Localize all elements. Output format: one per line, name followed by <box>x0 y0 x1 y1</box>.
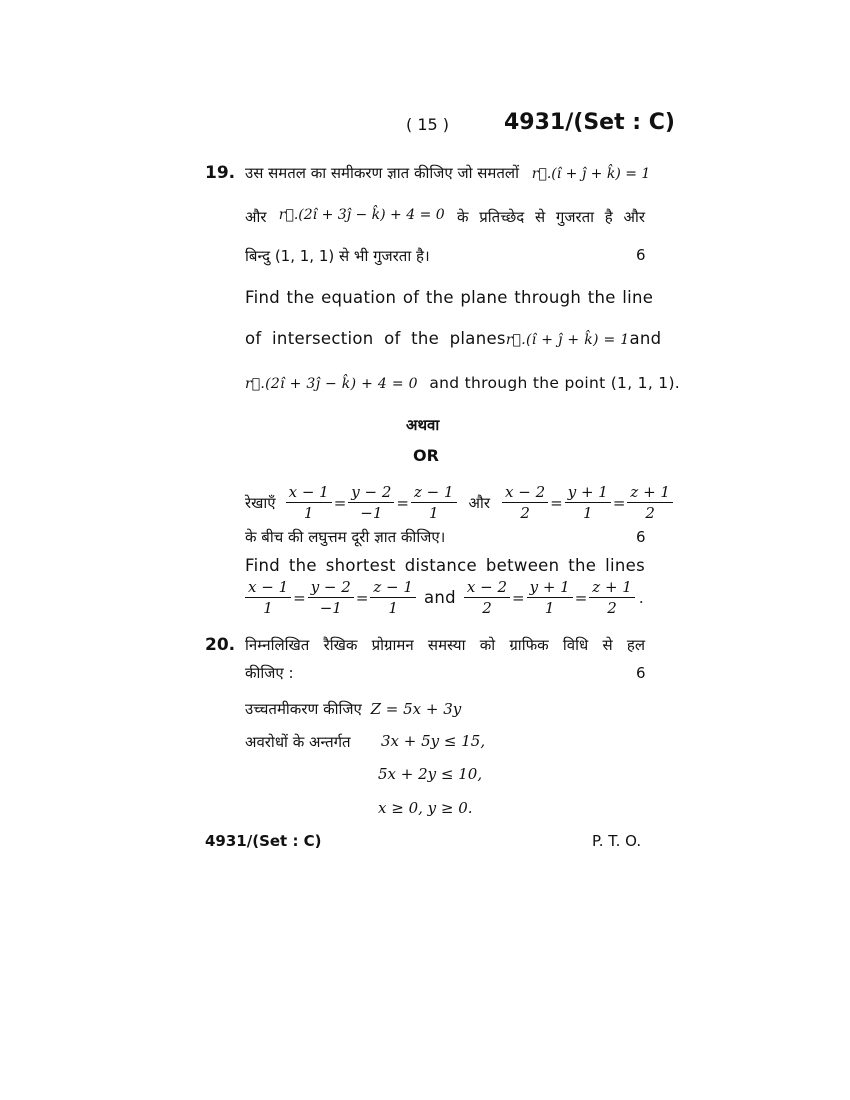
q20-maximize-row <box>245 699 461 719</box>
en-line2-frac-y: $\frac{y + 1}{1}$ <box>527 578 573 617</box>
q19-english-text-3: and through the point (1, 1, 1). <box>429 374 681 392</box>
q19-english-text-2: of intersection of the planes <box>245 329 506 348</box>
q19-english-line-3 <box>245 373 680 392</box>
alt-marks: 6 <box>636 528 646 546</box>
alt-english-lines-row: $\frac{x - 1}{1}$ = $\frac{y - 2}{-1}$ = $\frac{z - 1}{1}$ and $\frac{x - 2}{2}$ = $\frac{y + 1}{1}$ = $\frac{z + 1}{2}$ . <box>245 578 644 617</box>
q19-english-line-1: Find the equation of the plane through the line <box>245 288 654 307</box>
q20-objective: Z = 5x + 3y <box>370 700 462 718</box>
q19-english-eq-1: r⃗.(î + ĵ + k̂) = 1 <box>505 332 630 348</box>
line2-frac-z: $\frac{z + 1}{2}$ <box>627 483 673 522</box>
en-line2-frac-z: $\frac{z + 1}{2}$ <box>589 578 635 617</box>
line2-frac-x: $\frac{x - 2}{2}$ <box>502 483 548 522</box>
q20-marks: 6 <box>636 664 646 682</box>
q19-plane-eq-2: r⃗.(2î + 3ĵ − k̂) + 4 = 0 <box>278 207 445 223</box>
en-line1-frac-x: $\frac{x - 1}{1}$ <box>245 578 291 617</box>
line1-frac-y: $\frac{y - 2}{-1}$ <box>348 483 394 522</box>
q19-hindi-aur: और <box>245 208 267 226</box>
or-hindi: अथवा <box>406 416 440 434</box>
q19-hindi-text-1: उस समतल का समीकरण ज्ञात कीजिए जो समतलों <box>245 164 519 182</box>
q19-english-and: and <box>629 329 662 348</box>
q19-hindi-line-2 <box>245 207 645 227</box>
alt-hindi-aur: और <box>468 493 491 512</box>
q20-maximize-label: उच्चतमीकरण कीजिए <box>245 700 362 718</box>
q20-hindi-line-1: निम्नलिखित रैखिक प्रोग्रामन समस्या को ग्राफिक विधि से हल <box>245 636 645 654</box>
alt-english-line-1: Find the shortest distance between the lines <box>245 556 645 575</box>
or-english: OR <box>413 446 439 465</box>
q20-constraint-2: 5x + 2y ≤ 10, <box>378 765 483 783</box>
alt-english-period: . <box>638 588 644 607</box>
q19-plane-eq-1: r⃗.(î + ĵ + k̂) = 1 <box>531 166 651 182</box>
q19-hindi-line-3: बिन्दु (1, 1, 1) से भी गुजरता है। <box>245 247 430 265</box>
footer-paper-code: 4931/(Set : C) <box>205 832 322 850</box>
en-line1-frac-z: $\frac{z - 1}{1}$ <box>370 578 416 617</box>
q20-constraints-row <box>245 732 351 752</box>
line2-frac-y: $\frac{y + 1}{1}$ <box>565 483 611 522</box>
question-number-19: 19. <box>205 163 236 183</box>
q19-hindi-line-1 <box>245 163 650 183</box>
en-line2-frac-x: $\frac{x - 2}{2}$ <box>464 578 510 617</box>
paper-code: 4931/(Set : C) <box>504 110 675 135</box>
alt-english-and: and <box>423 588 456 607</box>
question-number-20: 20. <box>205 635 236 655</box>
line1-frac-z: $\frac{z - 1}{1}$ <box>411 483 457 522</box>
footer-pto: P. T. O. <box>592 832 642 850</box>
q19-marks: 6 <box>636 246 646 264</box>
q19-hindi-text-2: के प्रतिच्छेद से गुजरता है और <box>456 208 645 226</box>
q20-constraint-3: x ≥ 0, y ≥ 0. <box>378 799 473 817</box>
alt-hindi-lead: रेखाएँ <box>245 493 276 512</box>
q20-constraint-1: 3x + 5y ≤ 15, <box>381 732 486 750</box>
q20-constraints-label: अवरोधों के अन्तर्गत <box>245 733 351 751</box>
q19-english-eq-2: r⃗.(2î + 3ĵ − k̂) + 4 = 0 <box>245 376 418 392</box>
alt-hindi-lines-row: रेखाएँ $\frac{x - 1}{1}$ = $\frac{y - 2}{-1}$ = $\frac{z - 1}{1}$ और $\frac{x - 2}{2}$ = $\frac{y + 1}{1}$ = $\frac{z + 1}{2}$ <box>245 483 673 522</box>
page-number: ( 15 ) <box>406 115 450 134</box>
alt-hindi-line-2: के बीच की लघुत्तम दूरी ज्ञात कीजिए। <box>245 528 446 546</box>
q19-english-line-2 <box>245 329 662 348</box>
q20-hindi-line-2: कीजिए : <box>245 664 294 682</box>
line1-frac-x: $\frac{x - 1}{1}$ <box>286 483 332 522</box>
en-line1-frac-y: $\frac{y - 2}{-1}$ <box>308 578 354 617</box>
